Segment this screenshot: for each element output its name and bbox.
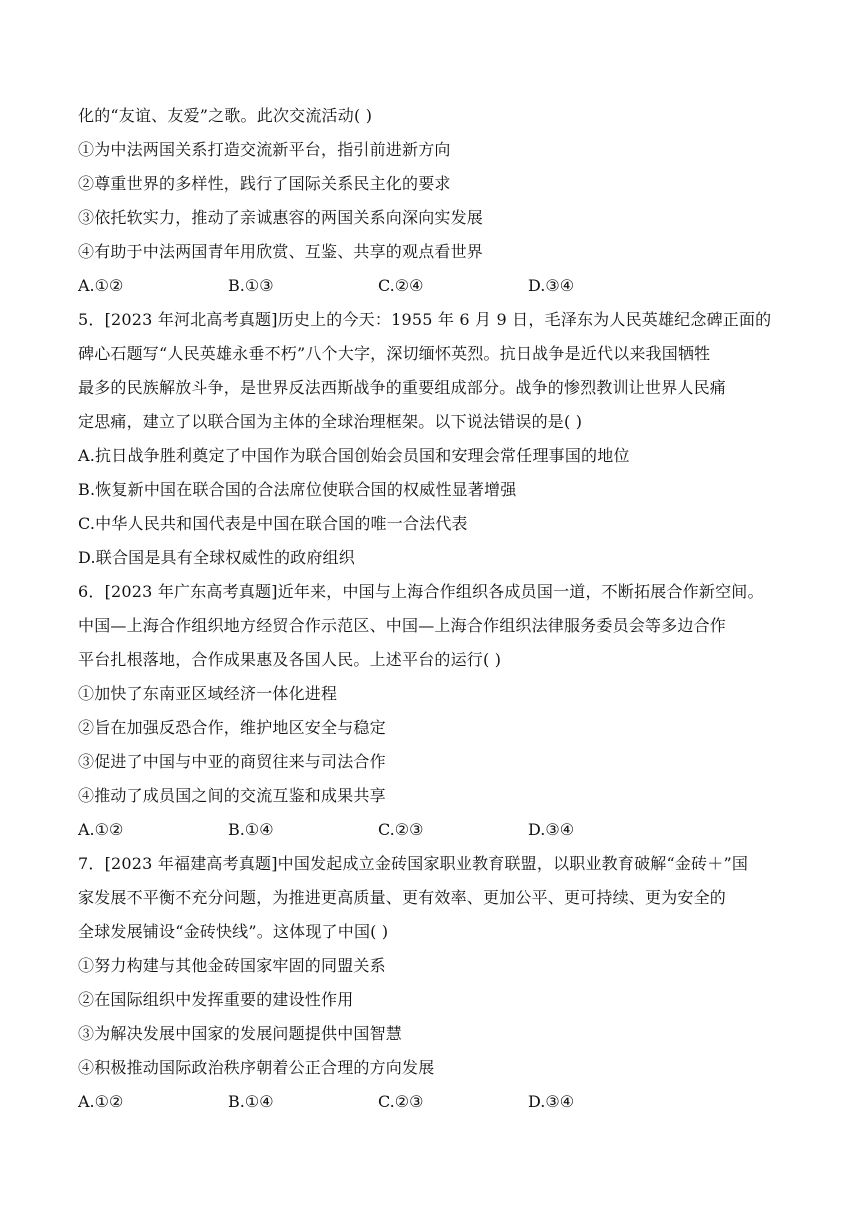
choice-a[interactable]: A.抗日战争胜利奠定了中国作为联合国创始会员国和安理会常任理事国的地位 — [78, 446, 630, 465]
statement-2: ②尊重世界的多样性，践行了国际关系民主化的要求 — [78, 174, 451, 193]
question-stem-line: 6．[2023 年广东高考真题]近年来，中国与上海合作组织各成员国一道，不断拓展合作新空间。 — [78, 582, 764, 601]
question-4-continuation — [78, 99, 818, 303]
question-stem-line: 5．[2023 年河北高考真题]历史上的今天：1955 年 6 月 9 日，毛泽东为人民英雄纪念碑正面的 — [78, 310, 772, 329]
question-6 — [78, 575, 818, 847]
question-7 — [78, 847, 818, 1119]
question-5 — [78, 303, 818, 575]
answer-options — [78, 1085, 818, 1119]
question-stem-line: 全球发展铺设“金砖快线”。这体现了中国( ) — [78, 922, 389, 941]
question-stem-line: 碑心石题写“人民英雄永垂不朽”八个大字，深切缅怀英烈。抗日战争是近代以来我国牺牲 — [78, 344, 711, 363]
answer-options — [78, 269, 818, 303]
answer-options — [78, 813, 818, 847]
statement-1: ①为中法两国关系打造交流新平台，指引前进新方向 — [78, 140, 451, 159]
statement-1: ①努力构建与其他金砖国家牢固的同盟关系 — [78, 956, 386, 975]
question-stem-line: 定思痛，建立了以联合国为主体的全球治理框架。以下说法错误的是( ) — [78, 412, 583, 431]
question-stem-line: 7．[2023 年福建高考真题]中国发起成立金砖国家职业教育联盟，以职业教育破解“金砖＋”国 — [78, 854, 749, 873]
option-a[interactable]: A.①② — [78, 1092, 124, 1111]
option-d[interactable]: D.③④ — [528, 820, 575, 839]
question-stem-line: 平台扎根落地，合作成果惠及各国人民。上述平台的运行( ) — [78, 650, 502, 669]
option-c[interactable]: C.②③ — [378, 1092, 424, 1111]
statement-4: ④有助于中法两国青年用欣赏、互鉴、共享的观点看世界 — [78, 242, 484, 261]
option-c[interactable]: C.②④ — [378, 276, 424, 295]
option-d[interactable]: D.③④ — [528, 1092, 575, 1111]
choice-c[interactable]: C.中华人民共和国代表是中国在联合国的唯一合法代表 — [78, 514, 468, 533]
statement-4: ④推动了成员国之间的交流互鉴和成果共享 — [78, 786, 386, 805]
question-stem-line: 家发展不平衡不充分问题，为推进更高质量、更有效率、更加公平、更可持续、更为安全的 — [78, 888, 727, 907]
statement-3: ③促进了中国与中亚的商贸往来与司法合作 — [78, 752, 386, 771]
statement-4: ④积极推动国际政治秩序朝着公正合理的方向发展 — [78, 1058, 435, 1077]
statement-1: ①加快了东南亚区域经济一体化进程 — [78, 684, 338, 703]
option-b[interactable]: B.①④ — [228, 820, 274, 839]
statement-3: ③依托软实力，推动了亲诚惠容的两国关系向深向实发展 — [78, 208, 484, 227]
choice-b[interactable]: B.恢复新中国在联合国的合法席位使联合国的权威性显著增强 — [78, 480, 517, 499]
question-stem-line: 最多的民族解放斗争，是世界反法西斯战争的重要组成部分。战争的惨烈教训让世界人民痛 — [78, 378, 727, 397]
option-a[interactable]: A.①② — [78, 820, 124, 839]
option-b[interactable]: B.①④ — [228, 1092, 274, 1111]
option-a[interactable]: A.①② — [78, 276, 124, 295]
option-d[interactable]: D.③④ — [528, 276, 575, 295]
option-b[interactable]: B.①③ — [228, 276, 274, 295]
choice-d[interactable]: D.联合国是具有全球权威性的政府组织 — [78, 548, 355, 567]
question-stem-line: 化的“友谊、友爱”之歌。此次交流活动( ) — [78, 106, 373, 125]
question-stem-line: 中国—上海合作组织地方经贸合作示范区、中国—上海合作组织法律服务委员会等多边合作 — [78, 616, 727, 635]
statement-2: ②在国际组织中发挥重要的建设性作用 — [78, 990, 354, 1009]
document-page — [78, 99, 818, 1119]
statement-3: ③为解决发展中国家的发展问题提供中国智慧 — [78, 1024, 403, 1043]
option-c[interactable]: C.②③ — [378, 820, 424, 839]
statement-2: ②旨在加强反恐合作，维护地区安全与稳定 — [78, 718, 386, 737]
